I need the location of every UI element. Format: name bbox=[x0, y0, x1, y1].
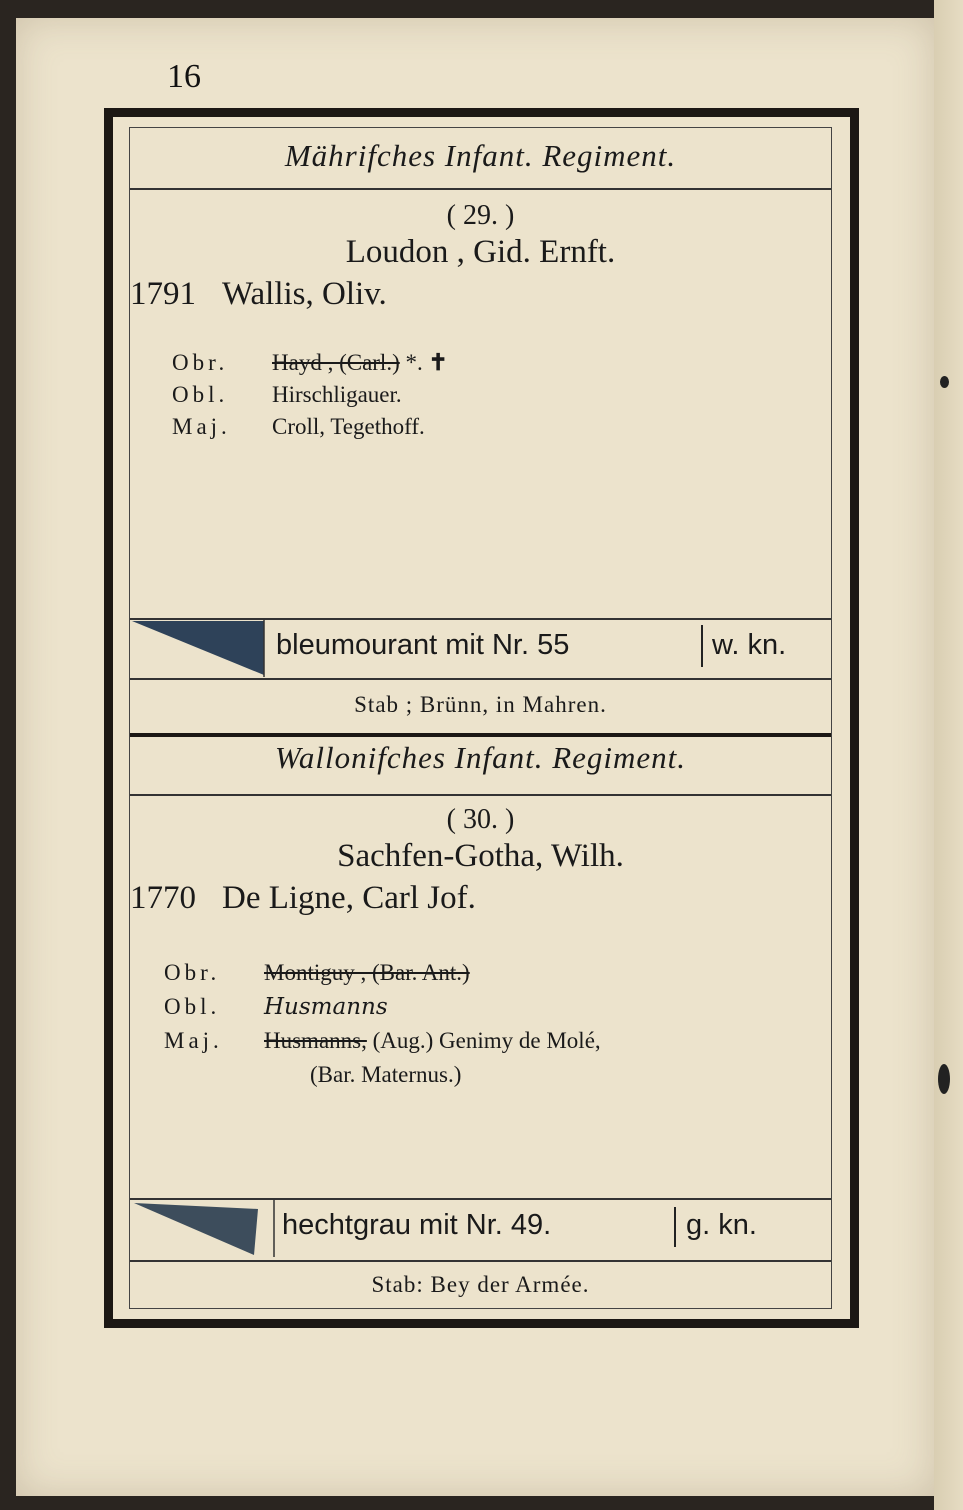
officer-rank: Obr. bbox=[172, 350, 229, 375]
officer-rank: Obl. bbox=[164, 994, 221, 1019]
regiment-owner: Sachfen-Gotha, Wilh. bbox=[337, 838, 624, 874]
button-type: g. kn. bbox=[686, 1209, 757, 1241]
officer-rank: Maj. bbox=[164, 1028, 223, 1053]
year: 1770 bbox=[130, 880, 196, 916]
officer-row bbox=[164, 1028, 601, 1054]
divider bbox=[130, 678, 831, 680]
page-number: 16 bbox=[167, 58, 201, 95]
color-swatch-icon bbox=[130, 1199, 280, 1257]
staff-location: Stab ; Brünn, in Mahren. bbox=[354, 692, 607, 717]
officer-name: (Aug.) Genimy de Molé, bbox=[372, 1028, 601, 1053]
ink-mark bbox=[940, 376, 949, 388]
handwritten-name: Husmanns bbox=[264, 994, 388, 1020]
regiment-table-inner bbox=[129, 127, 832, 1309]
officer-rank: Obl. bbox=[172, 382, 229, 407]
cross-mark-icon: ✝ bbox=[428, 350, 448, 375]
regiment-table-frame bbox=[104, 108, 859, 1328]
officer-continuation: (Bar. Maternus.) bbox=[310, 1062, 462, 1087]
ink-mark bbox=[938, 1064, 950, 1094]
facing-color: hechtgrau mit Nr. 49. bbox=[282, 1209, 552, 1241]
column-divider bbox=[674, 1207, 676, 1247]
regiment-title: Wallonifches Infant. Regiment. bbox=[274, 740, 687, 775]
second-owner: Wallis, Oliv. bbox=[222, 276, 387, 312]
column-divider bbox=[701, 625, 703, 667]
second-owner-line bbox=[130, 276, 387, 313]
year: 1791 bbox=[130, 276, 196, 312]
officer-row bbox=[164, 960, 470, 986]
officer-name: Croll, Tegethoff. bbox=[272, 414, 425, 439]
color-swatch-icon bbox=[130, 619, 270, 677]
color-swatch bbox=[134, 1203, 258, 1255]
facing-color: bleumourant mit Nr. 55 bbox=[276, 629, 570, 661]
officer-row bbox=[172, 414, 425, 440]
facing-color-row bbox=[130, 619, 831, 677]
divider bbox=[130, 794, 831, 796]
officer-row bbox=[172, 382, 402, 408]
officer-name: Hirschligauer. bbox=[272, 382, 402, 407]
color-swatch bbox=[132, 621, 264, 675]
button-type: w. kn. bbox=[712, 629, 787, 661]
officer-rank: Obr. bbox=[164, 960, 221, 985]
section-divider bbox=[130, 733, 831, 737]
staff-location: Stab: Bey der Armée. bbox=[371, 1272, 590, 1297]
regiment-owner: Loudon , Gid. Ernft. bbox=[345, 234, 616, 270]
divider bbox=[130, 188, 831, 190]
regiment-title: Mährifches Infant. Regiment. bbox=[284, 138, 677, 173]
officer-name-struck: Montiguy , (Bar. Ant.) bbox=[264, 960, 470, 985]
second-owner-line bbox=[130, 880, 476, 917]
officer-note: *. bbox=[405, 350, 423, 375]
second-owner: De Ligne, Carl Jof. bbox=[222, 880, 476, 916]
facing-page-edge bbox=[934, 0, 963, 1510]
divider bbox=[130, 1260, 831, 1262]
officer-rank: Maj. bbox=[172, 414, 231, 439]
officer-name-struck: Hayd , (Carl.) bbox=[272, 350, 400, 375]
facing-color-row bbox=[130, 1199, 831, 1257]
officer-row bbox=[164, 994, 388, 1020]
officer-row bbox=[172, 350, 448, 376]
regiment-number: ( 30. ) bbox=[446, 804, 515, 835]
regiment-number: ( 29. ) bbox=[446, 200, 515, 231]
officer-name-struck: Husmanns, bbox=[264, 1028, 367, 1053]
